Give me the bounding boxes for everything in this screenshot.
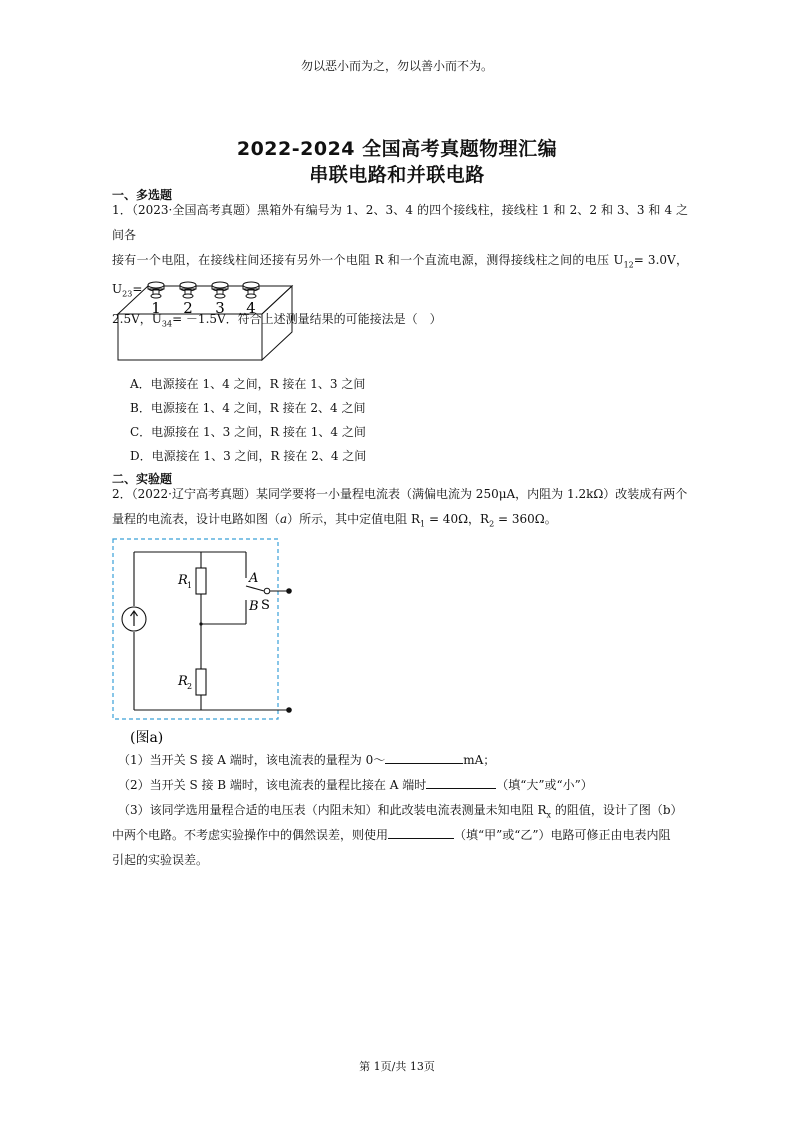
sub3-text-b: 的阻值，设计了图（b）: [551, 803, 683, 817]
q1-sub-34: 34: [161, 319, 173, 329]
question-2-line-1: 2．（2022·辽宁高考真题）某同学要将一小量程电流表（满偏电流为 250μA，内阻为 1.2kΩ）改装成有两个: [112, 487, 688, 501]
option-b: B．电源接在 1、4 之间，R 接在 2、4 之间: [130, 401, 366, 415]
q1-text-d: 2.5V，U: [112, 311, 162, 326]
sub-question-2: [118, 773, 688, 798]
answer-blank-1[interactable]: [385, 751, 463, 764]
q2-sub-2: 2: [489, 519, 495, 529]
question-1-line-1: 1．（2023·全国高考真题）黑箱外有编号为 1、2、3、4 的四个接线柱，接线柱 1 和 2、2 和 3、3 和 4 之间各: [112, 203, 688, 242]
sub-question-1: [118, 748, 688, 773]
sub1-text-a: （1）当开关 S 接 A 端时，该电流表的量程为 0～: [118, 753, 386, 767]
q1-text-c: =: [132, 282, 143, 297]
label-r1-sub: 1: [187, 581, 193, 590]
header-motto: 勿以恶小而为之，勿以善小而不为。: [300, 59, 493, 73]
sub3-line-3: 引起的实验误差。: [112, 853, 209, 867]
section-heading-multiple-choice: 一、多选题: [112, 188, 173, 202]
option-d: D．电源接在 1、3 之间，R 接在 2、4 之间: [130, 449, 367, 463]
terminal-dot-bottom: [286, 707, 292, 713]
q1-text-e: = －1.5V．符合上述测量结果的可能接法是（ ）: [172, 311, 442, 326]
page-footer: 第 1页/共 13页: [359, 1060, 435, 1073]
q2-text-a: 量程的电流表，设计电路如图（: [112, 512, 281, 526]
sub3-line-2: [112, 823, 688, 848]
label-r2: R: [178, 674, 188, 689]
q2-italic-a: a: [280, 512, 288, 526]
sub3-text-c: 中两个电路。不考虑实验操作中的偶然误差，则使用: [112, 828, 389, 842]
sub3-text-d: （填“甲”或“乙”）电路可修正由电表内阻: [454, 828, 671, 842]
sub3-text-a: （3）该同学选用量程合适的电压表（内阻未知）和此改装电流表测量未知电阻 R: [118, 803, 547, 817]
terminal-posts: [148, 282, 259, 298]
label-s: S: [261, 598, 270, 613]
terminal-label-1: 1: [151, 299, 161, 317]
q2-text-b: ）所示，其中定值电阻 R: [287, 512, 421, 526]
document-subtitle: 串联电路和并联电路: [309, 164, 485, 186]
sub2-text-a: （2）当开关 S 接 B 端时，该电流表的量程比接在 A 端时: [118, 778, 427, 792]
answer-blank-3[interactable]: [388, 826, 454, 839]
sub2-text-b: （填“大”或“小”）: [496, 778, 593, 792]
galvanometer-icon: [122, 607, 146, 631]
q1-text-a: 接有一个电阻，在接线柱间还接有另外一个电阻 R 和一个直流电源，测得接线柱之间的电压 U: [112, 253, 624, 267]
terminal-label-3: 3: [215, 299, 225, 317]
label-r2-sub: 2: [187, 682, 193, 691]
terminal-label-2: 2: [183, 299, 193, 317]
q2-text-d: = 360Ω。: [494, 512, 557, 526]
sub1-text-b: mA；: [463, 753, 496, 767]
figure-caption: (图a): [130, 730, 164, 746]
option-c: C．电源接在 1、3 之间，R 接在 1、4 之间: [130, 425, 366, 439]
black-box-figure: [110, 278, 300, 364]
q1-sub-12: 12: [623, 260, 634, 270]
q1-sub-23: 23: [122, 289, 133, 299]
q2-text-c: = 40Ω，R: [425, 512, 490, 526]
q2-sub-1: 1: [420, 519, 426, 529]
terminal-dot-top: [286, 588, 292, 594]
label-r1: R: [178, 573, 188, 588]
sub-question-3-continued: [112, 823, 688, 873]
answer-blank-2[interactable]: [426, 776, 496, 789]
section-heading-experiment: 二、实验题: [112, 472, 173, 486]
sub3-sub-x: x: [546, 810, 552, 820]
q1-text-b: = 3.0V，U: [112, 253, 688, 297]
terminal-label-4: 4: [246, 299, 256, 317]
question-2-stem: [112, 482, 688, 536]
label-a: A: [249, 571, 259, 586]
document-title: 2022-2024 全国高考真题物理汇编: [236, 138, 558, 160]
option-a: A．电源接在 1、4 之间，R 接在 1、3 之间: [130, 377, 366, 391]
question-2-line-2: [112, 507, 688, 536]
label-b: B: [249, 599, 259, 614]
circuit-diagram-a: [112, 538, 302, 748]
